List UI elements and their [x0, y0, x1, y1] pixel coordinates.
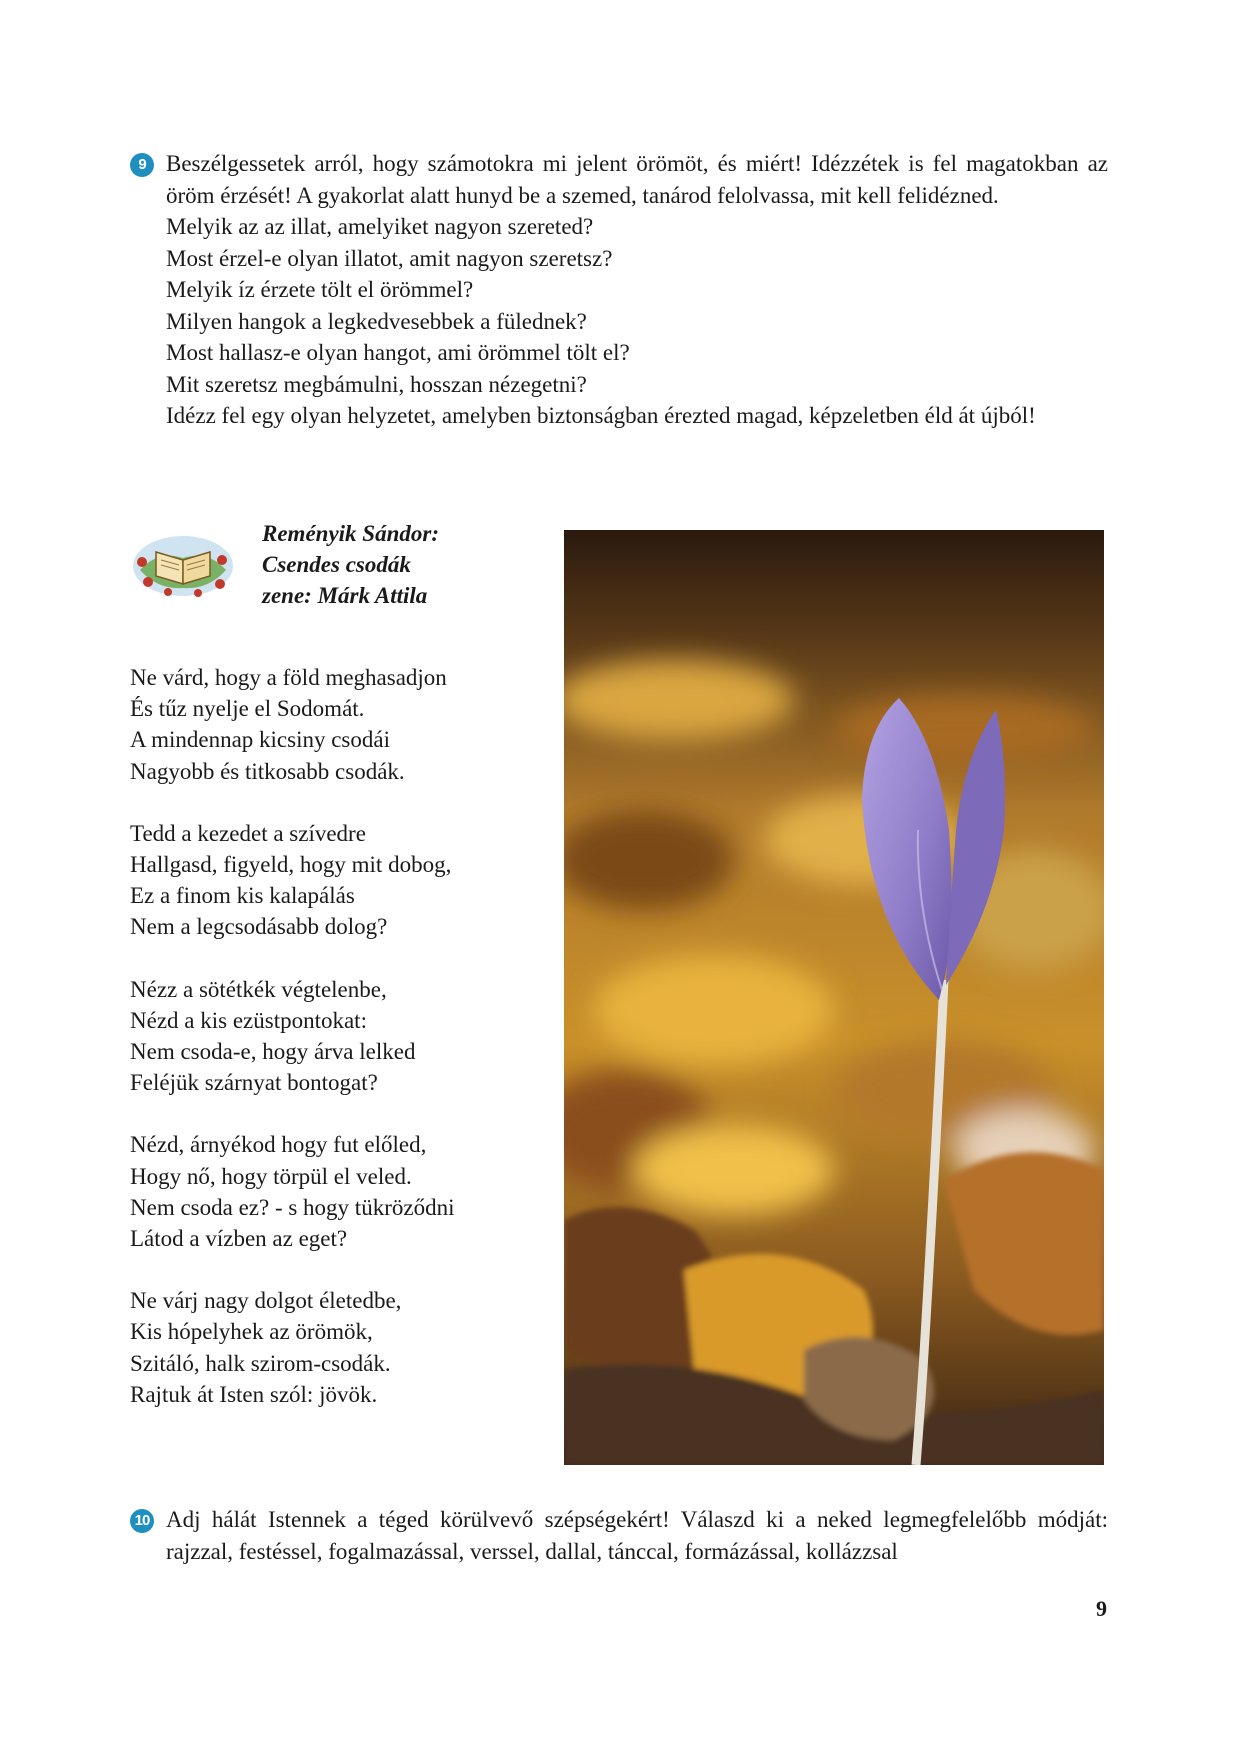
task-9-question: Milyen hangok a legkedvesebbek a fülednek?: [166, 308, 587, 334]
poem-music-credit: zene: Márk Attila: [262, 583, 428, 608]
task-10-body: [166, 1504, 1108, 1567]
poem-line: Nézd, árnyékod hogy fut előled,: [130, 1132, 427, 1158]
poem-line: Szitáló, halk szirom-csodák.: [130, 1350, 391, 1376]
autumn-crocus-photo: [564, 530, 1104, 1465]
poem-line: A mindennap kicsiny csodái: [130, 727, 390, 753]
poem-text: [130, 662, 454, 1441]
task-9-question: Mit szeretsz megbámulni, hosszan nézegetni?: [166, 371, 587, 397]
poem-line: Nem csoda-e, hogy árva lelked: [130, 1039, 416, 1065]
poem-line: Feléjük szárnyat bontogat?: [130, 1070, 378, 1096]
poem-stanza: [130, 974, 454, 1099]
poem-line: Látod a vízben az eget?: [130, 1226, 348, 1252]
poem-stanza: [130, 662, 454, 787]
open-book-with-flowers-icon: [128, 530, 238, 602]
task-9-paragraph: Beszélgessetek arról, hogy számotokra mi jelent örömöt, és miért! Idézzétek is fel magatokban az öröm érzését! A gyakorlat alatt hunyd be a szemed, tanárod felolvassa, mit kell felidézned.: [166, 151, 1108, 208]
poem-line: Hogy nő, hogy törpül el veled.: [130, 1163, 412, 1189]
task-9-question: Most érzel-e olyan illatot, amit nagyon szeretsz?: [166, 245, 613, 271]
task-number-badge: 9: [130, 153, 154, 177]
poem-line: Rajtuk át Isten szól: jövök.: [130, 1381, 378, 1407]
poem-line: Nézz a sötétkék végtelenbe,: [130, 976, 387, 1002]
poem-line: Nagyobb és titkosabb csodák.: [130, 758, 405, 784]
poem-line: Nem csoda ez? - s hogy tükröződni: [130, 1194, 455, 1220]
task-9-closing: Idézz fel egy olyan helyzetet, amelyben biztonságban érezted magad, képzeletben éld át újból!: [166, 403, 1036, 428]
page-number: 9: [1096, 1596, 1107, 1621]
task-9: [130, 148, 1108, 432]
poem-title: Csendes csodák: [262, 552, 411, 577]
poem-line: Tedd a kezedet a szívedre: [130, 820, 366, 846]
poem-line: Nem a legcsodásabb dolog?: [130, 914, 388, 940]
poem-line: Hallgasd, figyeld, hogy mit dobog,: [130, 852, 452, 878]
poem-line: Ez a finom kis kalapálás: [130, 883, 355, 909]
task-9-body: [166, 148, 1108, 432]
poem-line: Ne várj nagy dolgot életedbe,: [130, 1288, 402, 1314]
poem-stanza: [130, 1285, 454, 1410]
poem-stanza: [130, 1129, 454, 1254]
task-10: [130, 1504, 1108, 1567]
task-9-question: Melyik az az illat, amelyiket nagyon szereted?: [166, 214, 594, 239]
task-10-paragraph: Adj hálát Istennek a téged körülvevő szépségekért! Válaszd ki a neked legmegfelelőbb módját: rajzzal, festéssel, fogalmazással, verssel, dallal, tánccal, formázással, kollázzsal: [166, 1507, 1108, 1564]
poem-line: És tűz nyelje el Sodomát.: [130, 696, 365, 722]
poem-heading: [262, 518, 439, 611]
poem-line: Ne várd, hogy a föld meghasadjon: [130, 665, 447, 690]
task-9-question: Melyik íz érzete tölt el örömmel?: [166, 277, 474, 302]
poem-stanza: [130, 818, 454, 943]
poem-line: Nézd a kis ezüstpontokat:: [130, 1007, 367, 1033]
task-9-question: Most hallasz-e olyan hangot, ami örömmel tölt el?: [166, 340, 630, 365]
poem-line: Kis hópelyhek az örömök,: [130, 1319, 373, 1345]
poem-author: Reményik Sándor:: [262, 521, 439, 546]
task-number-badge: 10: [130, 1509, 154, 1533]
